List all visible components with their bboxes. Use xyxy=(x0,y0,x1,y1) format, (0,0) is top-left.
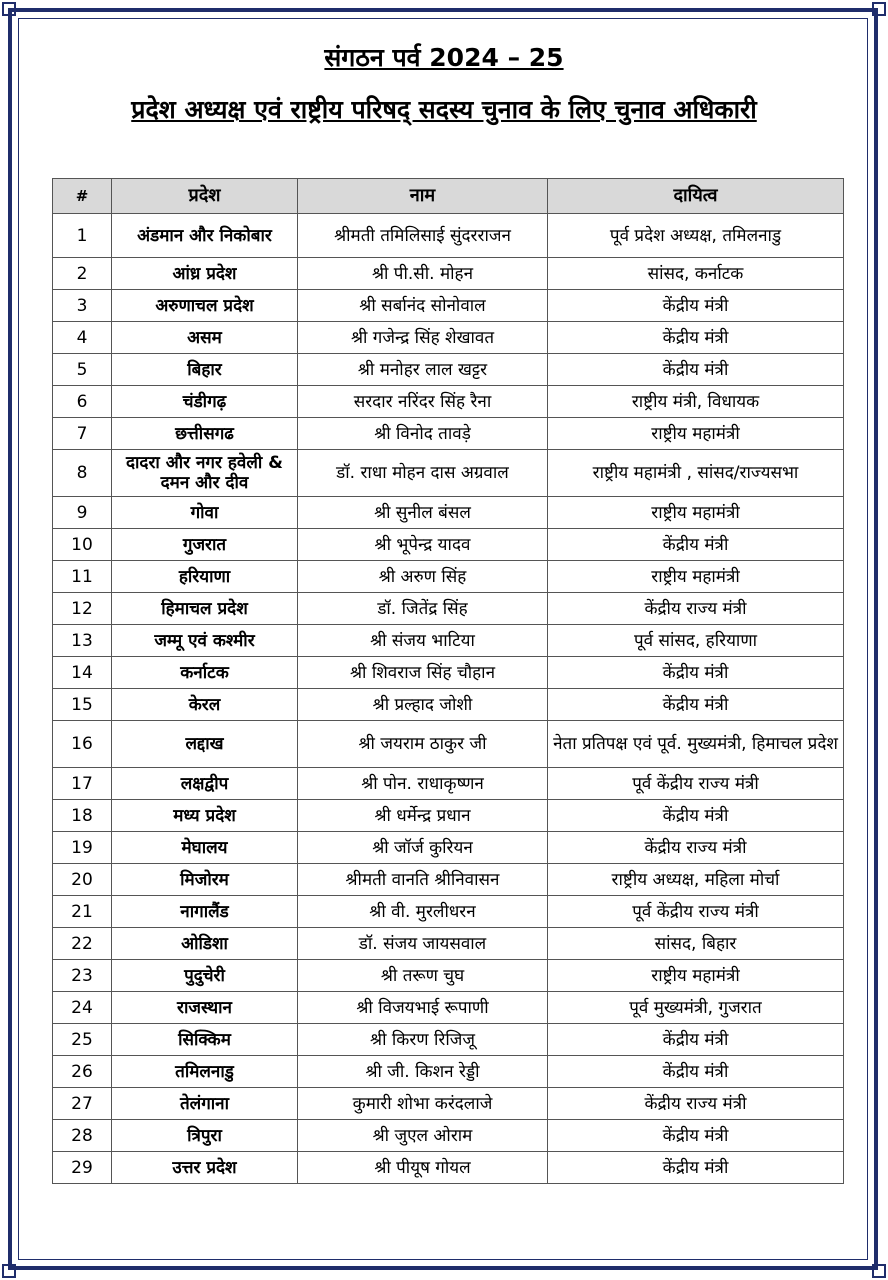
table-row xyxy=(53,1024,844,1056)
officer-name: श्री तरूण चुघ xyxy=(298,960,548,992)
table-body xyxy=(53,214,844,1184)
officer-role: पूर्व मुख्यमंत्री, गुजरात xyxy=(548,992,844,1024)
state-name: तमिलनाडु xyxy=(112,1056,298,1088)
row-number: 5 xyxy=(53,354,112,386)
officer-role: राष्ट्रीय महामंत्री xyxy=(548,418,844,450)
election-officers-table xyxy=(52,178,844,1184)
state-name: अंडमान और निकोबार xyxy=(112,214,298,258)
officer-role: पूर्व केंद्रीय राज्य मंत्री xyxy=(548,768,844,800)
officer-name: डॉ. राधा मोहन दास अग्रवाल xyxy=(298,450,548,497)
border-corner-ornament xyxy=(2,1264,16,1278)
row-number: 18 xyxy=(53,800,112,832)
officer-role: राष्ट्रीय महामंत्री xyxy=(548,960,844,992)
officer-name: श्री सुनील बंसल xyxy=(298,497,548,529)
row-number: 9 xyxy=(53,497,112,529)
officer-role: केंद्रीय मंत्री xyxy=(548,657,844,689)
state-name: चंडीगढ़ xyxy=(112,386,298,418)
table-row xyxy=(53,322,844,354)
table-row xyxy=(53,625,844,657)
table-row xyxy=(53,800,844,832)
row-number: 8 xyxy=(53,450,112,497)
officer-role: केंद्रीय राज्य मंत्री xyxy=(548,832,844,864)
state-name: आंध्र प्रदेश xyxy=(112,258,298,290)
page-title: संगठन पर्व 2024 – 25 xyxy=(324,43,564,72)
table-row xyxy=(53,386,844,418)
state-name: मध्य प्रदेश xyxy=(112,800,298,832)
officer-name: श्री पीयूष गोयल xyxy=(298,1152,548,1184)
state-name: गोवा xyxy=(112,497,298,529)
officer-role: केंद्रीय राज्य मंत्री xyxy=(548,1088,844,1120)
state-name: लद्दाख xyxy=(112,721,298,768)
state-name: ओडिशा xyxy=(112,928,298,960)
officer-name: श्रीमती तमिलिसाई सुंदरराजन xyxy=(298,214,548,258)
table-row xyxy=(53,1088,844,1120)
officer-name: श्री पोन. राधाकृष्णन xyxy=(298,768,548,800)
officer-name: श्रीमती वानति श्रीनिवासन xyxy=(298,864,548,896)
officer-name: श्री जी. किशन रेड्डी xyxy=(298,1056,548,1088)
officer-name: सरदार नरिंदर सिंह रैना xyxy=(298,386,548,418)
table-row xyxy=(53,529,844,561)
table-row xyxy=(53,721,844,768)
officer-role: केंद्रीय मंत्री xyxy=(548,1120,844,1152)
row-number: 20 xyxy=(53,864,112,896)
row-number: 1 xyxy=(53,214,112,258)
table-row xyxy=(53,354,844,386)
state-name: अरुणाचल प्रदेश xyxy=(112,290,298,322)
officer-role: राष्ट्रीय अध्यक्ष, महिला मोर्चा xyxy=(548,864,844,896)
table-row xyxy=(53,928,844,960)
table-row xyxy=(53,418,844,450)
row-number: 29 xyxy=(53,1152,112,1184)
state-name: लक्षद्वीप xyxy=(112,768,298,800)
state-name: त्रिपुरा xyxy=(112,1120,298,1152)
state-name: कर्नाटक xyxy=(112,657,298,689)
officer-role: केंद्रीय मंत्री xyxy=(548,354,844,386)
row-number: 2 xyxy=(53,258,112,290)
officer-name: डॉ. जितेंद्र सिंह xyxy=(298,593,548,625)
table-row xyxy=(53,960,844,992)
officer-role: पूर्व सांसद, हरियाणा xyxy=(548,625,844,657)
officer-role: केंद्रीय मंत्री xyxy=(548,1024,844,1056)
officer-role: राष्ट्रीय मंत्री, विधायक xyxy=(548,386,844,418)
officer-name: श्री भूपेन्द्र यादव xyxy=(298,529,548,561)
officer-role: राष्ट्रीय महामंत्री xyxy=(548,561,844,593)
table-row xyxy=(53,1120,844,1152)
officer-role: केंद्रीय राज्य मंत्री xyxy=(548,593,844,625)
officer-role: केंद्रीय मंत्री xyxy=(548,800,844,832)
officer-name: श्री पी.सी. मोहन xyxy=(298,258,548,290)
officer-name: श्री अरुण सिंह xyxy=(298,561,548,593)
state-name: जम्मू एवं कश्मीर xyxy=(112,625,298,657)
border-corner-ornament xyxy=(872,2,886,16)
row-number: 3 xyxy=(53,290,112,322)
table-row xyxy=(53,689,844,721)
row-number: 22 xyxy=(53,928,112,960)
table-row xyxy=(53,992,844,1024)
officer-role: केंद्रीय मंत्री xyxy=(548,290,844,322)
state-name: मेघालय xyxy=(112,832,298,864)
state-name: सिक्किम xyxy=(112,1024,298,1056)
state-name: उत्तर प्रदेश xyxy=(112,1152,298,1184)
table-row xyxy=(53,896,844,928)
table-row xyxy=(53,290,844,322)
row-number: 19 xyxy=(53,832,112,864)
row-number: 12 xyxy=(53,593,112,625)
officer-name: श्री सर्बानंद सोनोवाल xyxy=(298,290,548,322)
row-number: 27 xyxy=(53,1088,112,1120)
officer-name: श्री वी. मुरलीधरन xyxy=(298,896,548,928)
officer-name: श्री धर्मेन्द्र प्रधान xyxy=(298,800,548,832)
row-number: 13 xyxy=(53,625,112,657)
column-header-number: # xyxy=(53,179,112,214)
officer-name: श्री संजय भाटिया xyxy=(298,625,548,657)
row-number: 7 xyxy=(53,418,112,450)
column-header-name: नाम xyxy=(298,179,548,214)
table-row xyxy=(53,214,844,258)
officer-name: श्री प्रल्हाद जोशी xyxy=(298,689,548,721)
officer-name: श्री गजेन्द्र सिंह शेखावत xyxy=(298,322,548,354)
state-name: तेलंगाना xyxy=(112,1088,298,1120)
state-name: नागालैंड xyxy=(112,896,298,928)
row-number: 6 xyxy=(53,386,112,418)
officer-role: राष्ट्रीय महामंत्री xyxy=(548,497,844,529)
row-number: 11 xyxy=(53,561,112,593)
officer-role: राष्ट्रीय महामंत्री , सांसद/राज्यसभा xyxy=(548,450,844,497)
officer-name: श्री विनोद तावड़े xyxy=(298,418,548,450)
row-number: 16 xyxy=(53,721,112,768)
row-number: 24 xyxy=(53,992,112,1024)
officer-name: श्री शिवराज सिंह चौहान xyxy=(298,657,548,689)
row-number: 28 xyxy=(53,1120,112,1152)
state-name: गुजरात xyxy=(112,529,298,561)
officer-role: केंद्रीय मंत्री xyxy=(548,1152,844,1184)
officer-role: केंद्रीय मंत्री xyxy=(548,1056,844,1088)
state-name: राजस्थान xyxy=(112,992,298,1024)
state-name: हिमाचल प्रदेश xyxy=(112,593,298,625)
row-number: 23 xyxy=(53,960,112,992)
officer-name: श्री जॉर्ज कुरियन xyxy=(298,832,548,864)
officer-role: सांसद, बिहार xyxy=(548,928,844,960)
table-row xyxy=(53,258,844,290)
border-corner-ornament xyxy=(872,1264,886,1278)
row-number: 10 xyxy=(53,529,112,561)
row-number: 15 xyxy=(53,689,112,721)
officer-role: पूर्व प्रदेश अध्यक्ष, तमिलनाडु xyxy=(548,214,844,258)
table-row xyxy=(53,1152,844,1184)
row-number: 17 xyxy=(53,768,112,800)
officer-name: श्री विजयभाई रूपाणी xyxy=(298,992,548,1024)
officer-role: नेता प्रतिपक्ष एवं पूर्व. मुख्यमंत्री, हिमाचल प्रदेश xyxy=(548,721,844,768)
state-name: बिहार xyxy=(112,354,298,386)
column-header-role: दायित्व xyxy=(548,179,844,214)
row-number: 25 xyxy=(53,1024,112,1056)
state-name: असम xyxy=(112,322,298,354)
officer-name: कुमारी शोभा करंदलाजे xyxy=(298,1088,548,1120)
officer-role: केंद्रीय मंत्री xyxy=(548,322,844,354)
row-number: 26 xyxy=(53,1056,112,1088)
state-name: हरियाणा xyxy=(112,561,298,593)
officer-role: केंद्रीय मंत्री xyxy=(548,689,844,721)
table-row xyxy=(53,1056,844,1088)
officer-name: श्री किरण रिजिजू xyxy=(298,1024,548,1056)
table-row xyxy=(53,593,844,625)
state-name: पुदुचेरी xyxy=(112,960,298,992)
officer-name: डॉ. संजय जायसवाल xyxy=(298,928,548,960)
state-name: छत्तीसगढ xyxy=(112,418,298,450)
border-corner-ornament xyxy=(2,2,16,16)
table-header-row xyxy=(53,179,844,214)
table-row xyxy=(53,497,844,529)
officer-name: श्री जयराम ठाकुर जी xyxy=(298,721,548,768)
table-row xyxy=(53,832,844,864)
column-header-state: प्रदेश xyxy=(112,179,298,214)
row-number: 21 xyxy=(53,896,112,928)
officer-name: श्री मनोहर लाल खट्टर xyxy=(298,354,548,386)
page-subtitle: प्रदेश अध्यक्ष एवं राष्ट्रीय परिषद् सदस्य चुनाव के लिए चुनाव अधिकारी xyxy=(131,95,757,124)
row-number: 4 xyxy=(53,322,112,354)
state-name: दादरा और नगर हवेली & दमन और दीव xyxy=(112,450,298,497)
officer-name: श्री जुएल ओराम xyxy=(298,1120,548,1152)
officer-role: केंद्रीय मंत्री xyxy=(548,529,844,561)
table-row xyxy=(53,768,844,800)
table-row xyxy=(53,450,844,497)
officer-role: सांसद, कर्नाटक xyxy=(548,258,844,290)
table-row xyxy=(53,657,844,689)
table-row xyxy=(53,561,844,593)
table-row xyxy=(53,864,844,896)
state-name: मिजोरम xyxy=(112,864,298,896)
row-number: 14 xyxy=(53,657,112,689)
state-name: केरल xyxy=(112,689,298,721)
officer-role: पूर्व केंद्रीय राज्य मंत्री xyxy=(548,896,844,928)
